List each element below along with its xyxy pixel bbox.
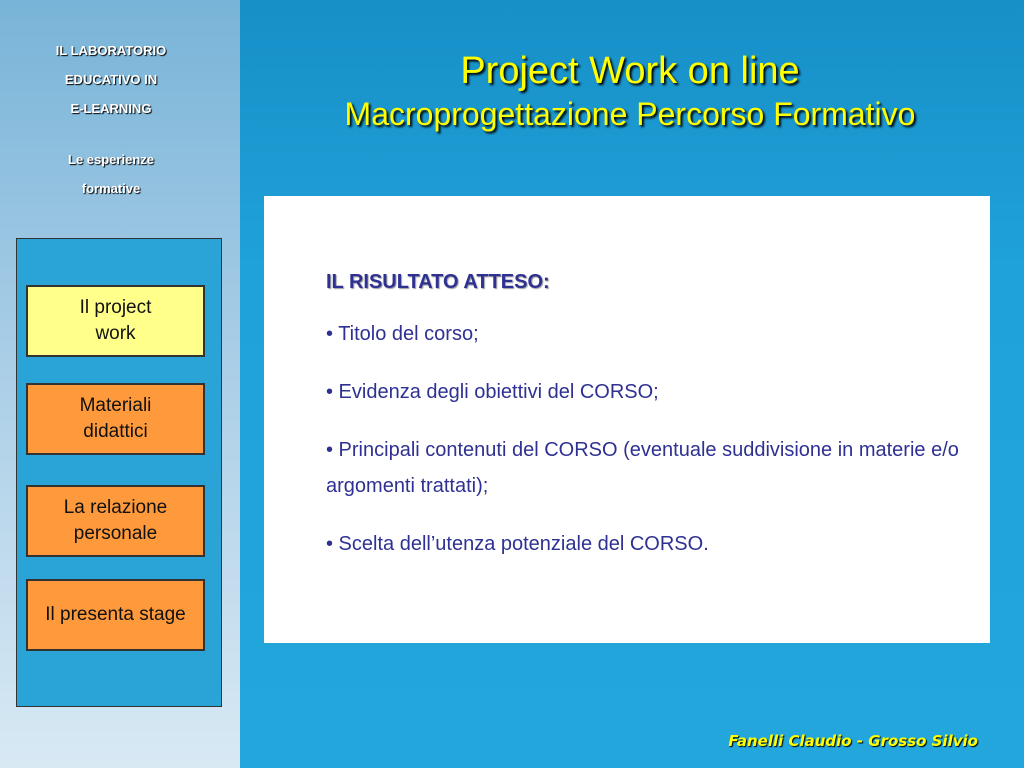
nav-panel xyxy=(16,238,222,707)
nav-button-project-work[interactable] xyxy=(26,285,205,357)
page-subtitle: Macroprogettazione Percorso Formativo xyxy=(344,96,916,132)
sidebar-title-line: E-LEARNING xyxy=(70,101,152,116)
content-panel xyxy=(264,196,990,643)
list-item: • Titolo del corso; xyxy=(326,323,479,345)
nav-button-presenta-stage[interactable] xyxy=(26,579,205,651)
sidebar-subtitle-line: Le esperienze xyxy=(68,152,154,167)
sidebar-title xyxy=(0,36,222,203)
footer-authors: Fanelli Claudio - Grosso Silvio xyxy=(728,732,978,750)
sidebar-title-line: IL LABORATORIO xyxy=(55,43,167,58)
list-item: • Evidenza degli obiettivi del CORSO; xyxy=(326,381,659,403)
content-heading: IL RISULTATO ATTESO: xyxy=(326,271,550,293)
list-item: • Scelta dell’utenza potenziale del CORSO. xyxy=(326,533,709,555)
nav-button-label: Il presenta stage xyxy=(45,604,186,625)
list-item: • Principali contenuti del CORSO (eventuale suddivisione in materie e/o argomenti trattati); xyxy=(326,439,959,497)
nav-button-relazione-personale[interactable] xyxy=(26,485,205,557)
nav-button-label: Materiali didattici xyxy=(79,395,152,442)
nav-button-label: La relazione personale xyxy=(63,497,168,544)
nav-button-materiali-didattici[interactable] xyxy=(26,383,205,455)
page-title: Project Work on line xyxy=(460,50,800,92)
page-header xyxy=(270,48,990,134)
content-body xyxy=(326,268,986,584)
sidebar-subtitle-line: formative xyxy=(81,181,141,196)
sidebar-title-line: EDUCATIVO IN xyxy=(64,72,158,87)
nav-button-label: Il project work xyxy=(79,297,152,344)
